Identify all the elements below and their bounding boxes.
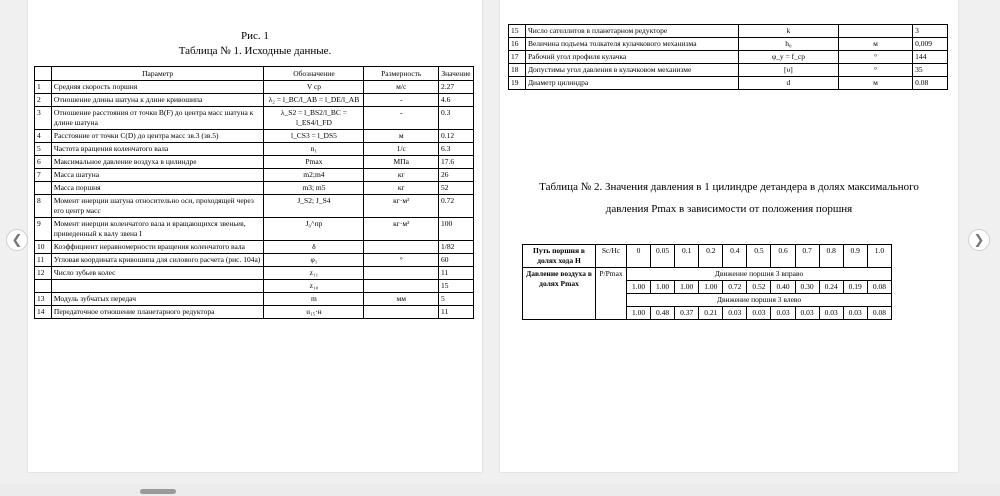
param-cell: Величина подъема толкателя кулачкового механизма — [525, 38, 738, 51]
value-cell: 5 — [438, 293, 473, 306]
value-cell: 0.19 — [843, 281, 867, 294]
value-cell: 15 — [438, 280, 473, 293]
header-num — [35, 67, 52, 81]
right-motion-label: Движение поршня 3 вправо — [627, 268, 892, 281]
value-cell: 60 — [438, 254, 473, 267]
value-cell: 3 — [913, 25, 948, 38]
table-row — [509, 77, 948, 90]
param-cell: Отношение длины шатуна к длине кривошипа — [51, 94, 263, 107]
unit-cell — [364, 280, 439, 293]
param-cell: Максимальное давление воздуха в цилиндре — [51, 156, 263, 169]
table-row — [35, 182, 474, 195]
unit-cell: кг·м² — [364, 195, 439, 218]
value-cell: 17.6 — [438, 156, 473, 169]
symbol-cell: λ_S2 = l_BS2/l_BC = l_ES4/l_FD — [264, 107, 364, 130]
row-number: 5 — [35, 143, 52, 156]
table-row — [523, 268, 892, 281]
param-cell: Коэффициент неравномерности вращения коленчатого вала — [51, 241, 263, 254]
param-cell — [51, 280, 263, 293]
value-cell: 0.03 — [819, 307, 843, 320]
row-number: 9 — [35, 218, 52, 241]
row-number: 11 — [35, 254, 52, 267]
table-row — [509, 25, 948, 38]
value-cell: 0.08 — [867, 281, 891, 294]
param-cell: Масса поршня — [51, 182, 263, 195]
param-cell: Число зубьев колес — [51, 267, 263, 280]
table1-initial-data — [34, 66, 474, 319]
position-cell: 0 — [627, 245, 651, 268]
unit-cell: м — [838, 77, 912, 90]
table-row — [523, 245, 892, 268]
param-cell: Масса шатуна — [51, 169, 263, 182]
symbol-cell: [υ] — [738, 64, 838, 77]
left-motion-label: Движение поршня 3 влево — [627, 294, 892, 307]
param-cell: Расстояние от точки C(D) до центра масс зв.3 (зв.5) — [51, 130, 263, 143]
previous-page-button[interactable] — [6, 229, 28, 251]
chevron-right-icon: ❯ — [973, 232, 985, 248]
unit-cell: ° — [838, 51, 912, 64]
unit-cell: 1/с — [364, 143, 439, 156]
table2-title-line2: давления Pmax в зависимости от положения поршня — [605, 203, 853, 215]
chevron-left-icon: ❮ — [11, 232, 23, 248]
horizontal-scrollbar[interactable] — [0, 484, 1000, 496]
param-cell: Отношение расстояния от точки B(F) до центра масс шатуна к длине шатуна — [51, 107, 263, 130]
symbol-cell: λ₂ = l_BC/l_AB = l_DE/l_AB — [264, 94, 364, 107]
document-page-left — [28, 0, 482, 472]
position-cell: 0.05 — [651, 245, 675, 268]
symbol-cell: z₁₀ — [264, 280, 364, 293]
unit-cell — [364, 241, 439, 254]
value-cell: 0.12 — [438, 130, 473, 143]
header-unit: Размерность — [364, 67, 439, 81]
param-cell: Угловая координата кривошипа для силового расчета (рис. 104а) — [51, 254, 263, 267]
symbol-cell: δ — [264, 241, 364, 254]
table1-title: Таблица № 1. Исходные данные. — [178, 45, 332, 57]
unit-cell: кг — [364, 169, 439, 182]
param-cell: Частота вращения коленчатого вала — [51, 143, 263, 156]
symbol-cell: J₀^пр — [264, 218, 364, 241]
table-row — [35, 143, 474, 156]
header-param: Параметр — [51, 67, 263, 81]
row-number: 17 — [509, 51, 526, 64]
param-cell: Момент инерции коленчатого вала и вращающихся звеньев, приведенный к валу звена I — [51, 218, 263, 241]
unit-cell: м — [364, 130, 439, 143]
value-cell: 1.00 — [699, 281, 723, 294]
figure-caption: Рис. 1 — [241, 30, 269, 42]
value-cell: 6.3 — [438, 143, 473, 156]
row-number: 10 — [35, 241, 52, 254]
row-number: 3 — [35, 107, 52, 130]
value-cell: 0.48 — [651, 307, 675, 320]
value-cell: 0.03 — [747, 307, 771, 320]
value-cell: 0.08 — [913, 77, 948, 90]
symbol-cell: m — [264, 293, 364, 306]
symbol-cell: J_S2; J_S4 — [264, 195, 364, 218]
row-number: 19 — [509, 77, 526, 90]
row-number: 1 — [35, 81, 52, 94]
symbol-cell: V ср — [264, 81, 364, 94]
value-cell: 0.3 — [438, 107, 473, 130]
stroke-unit: Sc/Hc — [596, 245, 627, 268]
param-cell: Передаточное отношение планетарного редуктора — [51, 306, 263, 319]
row-number: 2 — [35, 94, 52, 107]
table-row — [35, 254, 474, 267]
unit-cell: - — [364, 94, 439, 107]
position-cell: 0.4 — [723, 245, 747, 268]
table-row — [35, 267, 474, 280]
unit-cell: м — [838, 38, 912, 51]
unit-cell: МПа — [364, 156, 439, 169]
symbol-cell: Pmax — [264, 156, 364, 169]
unit-cell: м/с — [364, 81, 439, 94]
row-number: 13 — [35, 293, 52, 306]
row-number — [35, 280, 52, 293]
table2-title-line1: Таблица № 2. Значения давления в 1 цилиндре детандера в долях максимального — [539, 181, 919, 193]
row-number: 15 — [509, 25, 526, 38]
pressure-unit: P/Pmax — [596, 268, 627, 320]
row-number: 8 — [35, 195, 52, 218]
unit-cell: ° — [838, 64, 912, 77]
position-cell: 0.8 — [819, 245, 843, 268]
table-row — [35, 156, 474, 169]
value-cell: 26 — [438, 169, 473, 182]
unit-cell: кг — [364, 182, 439, 195]
unit-cell — [364, 306, 439, 319]
position-cell: 0.7 — [795, 245, 819, 268]
param-cell: Средняя скорость поршня — [51, 81, 263, 94]
row-number: 16 — [509, 38, 526, 51]
value-cell: 35 — [913, 64, 948, 77]
unit-cell: - — [364, 107, 439, 130]
value-cell: 52 — [438, 182, 473, 195]
table-row — [35, 107, 474, 130]
table-row — [35, 218, 474, 241]
symbol-cell: k — [738, 25, 838, 38]
position-cell: 0.1 — [675, 245, 699, 268]
unit-cell — [838, 25, 912, 38]
param-cell: Диаметр цилиндра — [525, 77, 738, 90]
next-page-button[interactable] — [968, 229, 990, 251]
value-cell: 0.72 — [438, 195, 473, 218]
row-number: 4 — [35, 130, 52, 143]
table-row — [509, 64, 948, 77]
value-cell: 2.27 — [438, 81, 473, 94]
table-row — [35, 81, 474, 94]
position-cell: 0.9 — [843, 245, 867, 268]
document-page-right — [500, 0, 958, 472]
table-row — [35, 280, 474, 293]
row-number: 12 — [35, 267, 52, 280]
value-cell: 0.37 — [675, 307, 699, 320]
value-cell: 0.21 — [699, 307, 723, 320]
symbol-cell: φ₁ — [264, 254, 364, 267]
row-number — [35, 182, 52, 195]
header-value: Значение — [438, 67, 473, 81]
value-cell: 0,009 — [913, 38, 948, 51]
row-number: 18 — [509, 64, 526, 77]
symbol-cell: l_CS3 = l_DS5 — [264, 130, 364, 143]
value-cell: 0.24 — [819, 281, 843, 294]
symbol-cell: n₁ — [264, 143, 364, 156]
symbol-cell: z₁₁ — [264, 267, 364, 280]
value-cell: 0.03 — [771, 307, 795, 320]
value-cell: 0.72 — [723, 281, 747, 294]
unit-cell: мм — [364, 293, 439, 306]
value-cell: 144 — [913, 51, 948, 64]
param-cell: Рабочий угол профиля кулачка — [525, 51, 738, 64]
position-cell: 0.5 — [747, 245, 771, 268]
table-row — [35, 195, 474, 218]
symbol-cell: m3; m5 — [264, 182, 364, 195]
table-row — [35, 94, 474, 107]
table2-title — [500, 176, 958, 220]
value-cell: 0.03 — [795, 307, 819, 320]
value-cell: 1.00 — [651, 281, 675, 294]
value-cell: 0.40 — [771, 281, 795, 294]
unit-cell: кг·м² — [364, 218, 439, 241]
value-cell: 0.03 — [723, 307, 747, 320]
table2-pressure-values — [522, 244, 892, 320]
position-cell: 1.0 — [867, 245, 891, 268]
symbol-cell: h₀ — [738, 38, 838, 51]
value-cell: 4.6 — [438, 94, 473, 107]
symbol-cell: m2;m4 — [264, 169, 364, 182]
row-number: 6 — [35, 156, 52, 169]
value-cell: 11 — [438, 267, 473, 280]
table-row — [509, 38, 948, 51]
symbol-cell: d — [738, 77, 838, 90]
param-cell: Модуль зубчатых передач — [51, 293, 263, 306]
value-cell: 0.52 — [747, 281, 771, 294]
value-cell: 0.30 — [795, 281, 819, 294]
header-symbol: Обозначение — [264, 67, 364, 81]
table-row — [35, 241, 474, 254]
table-header-row — [35, 67, 474, 81]
symbol-cell: φ_у = f_ср — [738, 51, 838, 64]
stroke-label: Путь поршня в долях хода Н — [523, 245, 596, 268]
value-cell: 1.00 — [675, 281, 699, 294]
unit-cell: ° — [364, 254, 439, 267]
position-cell: 0.6 — [771, 245, 795, 268]
value-cell: 1.00 — [627, 307, 651, 320]
table-row — [35, 130, 474, 143]
value-cell: 1.00 — [627, 281, 651, 294]
table-row — [509, 51, 948, 64]
table1-continuation — [508, 24, 948, 90]
pressure-label: Давление воздуха в долях Pmax — [523, 268, 596, 320]
symbol-cell: u₁₅·н — [264, 306, 364, 319]
table-row — [35, 306, 474, 319]
table-row — [35, 169, 474, 182]
scrollbar-thumb[interactable] — [140, 489, 176, 494]
param-cell: Число сателлитов в планетарном редукторе — [525, 25, 738, 38]
table-row — [35, 293, 474, 306]
row-number: 7 — [35, 169, 52, 182]
value-cell: 100 — [438, 218, 473, 241]
value-cell: 1/82 — [438, 241, 473, 254]
position-cell: 0.2 — [699, 245, 723, 268]
unit-cell — [364, 267, 439, 280]
row-number: 14 — [35, 306, 52, 319]
value-cell: 11 — [438, 306, 473, 319]
param-cell: Момент инерции шатуна относительно оси, проходящей через его центр масс — [51, 195, 263, 218]
value-cell: 0.08 — [867, 307, 891, 320]
param-cell: Допустимы угол давления в кулачковом механизме — [525, 64, 738, 77]
value-cell: 0.03 — [843, 307, 867, 320]
